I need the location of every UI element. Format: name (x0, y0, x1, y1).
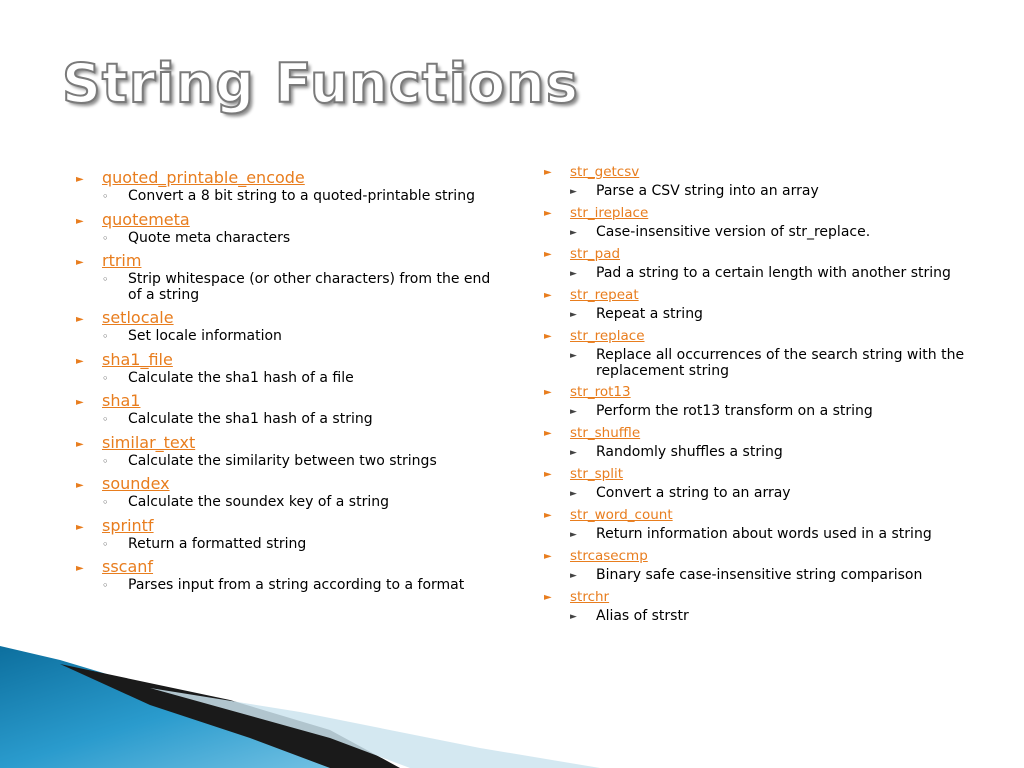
function-description: Repeat a string (596, 306, 703, 322)
circle-bullet-icon: ◦ (102, 454, 109, 468)
function-link[interactable]: strchr (570, 589, 610, 605)
function-description: Set locale information (128, 328, 282, 344)
function-link[interactable]: str_getcsv (570, 164, 640, 180)
function-link[interactable]: sha1_file (102, 349, 173, 369)
function-link[interactable]: str_replace (570, 328, 645, 344)
triangle-bullet-icon: ► (570, 448, 577, 458)
circle-bullet-icon: ◦ (102, 537, 109, 551)
circle-bullet-icon: ◦ (102, 231, 109, 245)
circle-bullet-icon: ◦ (102, 330, 109, 343)
circle-bullet-icon: ◦ (102, 496, 109, 509)
triangle-bullet-icon: ► (570, 571, 577, 581)
triangle-bullet-icon: ► (544, 510, 552, 521)
function-link[interactable]: similar_text (102, 432, 196, 452)
function-description: Strip whitespace (or other characters) from the end of a string (128, 271, 491, 303)
function-link[interactable]: str_ireplace (570, 205, 649, 221)
triangle-bullet-icon: ► (76, 355, 84, 367)
circle-bullet-icon: ◦ (102, 273, 109, 286)
function-link[interactable]: quotemeta (102, 209, 190, 229)
function-description: Convert a 8 bit string to a quoted-printable string (128, 188, 475, 204)
function-description: Quote meta characters (128, 229, 291, 246)
function-link[interactable]: setlocale (102, 308, 174, 327)
function-description: Calculate the similarity between two strings (128, 452, 437, 469)
function-link[interactable]: str_pad (570, 246, 621, 262)
function-link[interactable]: rtrim (102, 251, 142, 270)
function-description: Binary safe case-insensitive string comparison (596, 567, 923, 583)
function-link[interactable]: str_split (570, 466, 624, 482)
triangle-bullet-icon: ► (544, 551, 552, 562)
triangle-bullet-icon: ► (76, 314, 84, 325)
triangle-bullet-icon: ► (544, 208, 552, 219)
circle-bullet-icon: ◦ (102, 190, 109, 203)
triangle-bullet-icon: ► (544, 387, 552, 398)
slide-title: String Functions (62, 52, 579, 115)
triangle-bullet-icon: ► (570, 407, 577, 417)
circle-bullet-icon: ◦ (102, 371, 109, 385)
function-description: Alias of strstr (596, 608, 689, 624)
function-description: Parses input from a string according to a format (128, 577, 465, 593)
triangle-bullet-icon: ► (76, 438, 84, 450)
function-description: Randomly shuffles a string (596, 444, 783, 460)
function-link[interactable]: soundex (102, 474, 170, 493)
triangle-bullet-icon: ► (544, 249, 552, 260)
triangle-bullet-icon: ► (570, 187, 577, 197)
triangle-bullet-icon: ► (544, 428, 552, 439)
triangle-bullet-icon: ► (570, 269, 577, 279)
function-description: Return information about words used in a string (596, 526, 932, 542)
function-description: Parse a CSV string into an array (596, 183, 819, 199)
triangle-bullet-icon: ► (544, 592, 552, 603)
circle-bullet-icon: ◦ (102, 413, 109, 426)
triangle-bullet-icon: ► (76, 480, 84, 491)
triangle-bullet-icon: ► (544, 167, 552, 178)
function-link[interactable]: str_shuffle (570, 425, 641, 441)
function-description: Calculate the sha1 hash of a string (128, 411, 373, 427)
function-description: Calculate the sha1 hash of a file (128, 369, 354, 386)
triangle-bullet-icon: ► (570, 489, 577, 499)
triangle-bullet-icon: ► (570, 612, 577, 622)
triangle-bullet-icon: ► (76, 521, 84, 533)
triangle-bullet-icon: ► (570, 530, 577, 540)
function-link[interactable]: sprintf (102, 515, 154, 535)
function-description: Calculate the soundex key of a string (128, 494, 389, 510)
function-link[interactable]: sha1 (102, 391, 141, 410)
function-link[interactable]: sscanf (102, 557, 154, 576)
triangle-bullet-icon: ► (76, 174, 84, 185)
function-link[interactable]: strcasecmp (570, 548, 648, 564)
triangle-bullet-icon: ► (76, 215, 84, 227)
function-description: Return a formatted string (128, 535, 307, 552)
function-link[interactable]: str_repeat (570, 287, 639, 303)
triangle-bullet-icon: ► (570, 228, 577, 238)
triangle-bullet-icon: ► (76, 563, 84, 574)
function-link[interactable]: str_rot13 (570, 384, 631, 400)
function-link[interactable]: quoted_printable_encode (102, 168, 305, 187)
function-description: Replace all occurrences of the search string with the replacement string (596, 347, 965, 379)
function-description: Convert a string to an array (596, 485, 791, 501)
triangle-bullet-icon: ► (544, 469, 552, 480)
triangle-bullet-icon: ► (570, 351, 577, 361)
triangle-bullet-icon: ► (544, 331, 552, 342)
function-description: Perform the rot13 transform on a string (596, 403, 873, 419)
triangle-bullet-icon: ► (570, 310, 577, 320)
triangle-bullet-icon: ► (544, 290, 552, 301)
triangle-bullet-icon: ► (76, 397, 84, 408)
function-description: Case-insensitive version of str_replace. (596, 224, 871, 240)
function-link[interactable]: str_word_count (570, 507, 673, 523)
triangle-bullet-icon: ► (76, 257, 84, 268)
circle-bullet-icon: ◦ (102, 579, 109, 592)
function-description: Pad a string to a certain length with another string (596, 265, 951, 281)
